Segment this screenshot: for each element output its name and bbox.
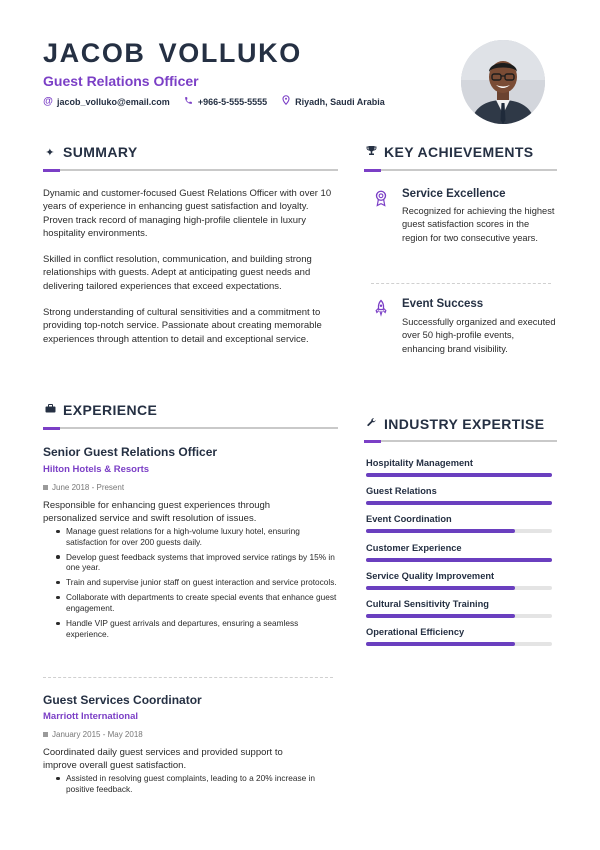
achievement-separator <box>371 283 551 284</box>
skill-bar-track <box>366 614 552 618</box>
skill-bar-track <box>366 473 552 477</box>
expertise-rule <box>364 440 557 442</box>
job-2-bullets <box>55 773 340 799</box>
list-item: Assisted in resolving guest complaints, leading to a 20% increase in positive feedback. <box>55 773 340 794</box>
skill-item <box>366 486 552 505</box>
skill-label: Hospitality Management <box>366 458 473 468</box>
job-separator <box>43 677 333 678</box>
job-2-dates-text: January 2015 - May 2018 <box>52 730 143 739</box>
achievement-1-description: Recognized for achieving the highest guest satisfaction scores in the region for two consecutive years. <box>402 206 555 243</box>
job-1-description: Responsible for enhancing guest experiences through personalized service and swift resolution of issues. <box>43 500 271 524</box>
summary-paragraph-1: Dynamic and customer-focused Guest Relations Officer with over 10 years of experience in enhancing guest satisfaction and loyalty. Proven track record of managing high-profile clientele in luxury hospitality environments. <box>43 188 332 240</box>
summary-paragraph-3: Strong understanding of cultural sensitivities and a commitment to providing top-notch service. Passionate about creating memorable experiences through attention to detail and exceptional service. <box>43 307 322 345</box>
skill-label: Cultural Sensitivity Training <box>366 599 489 609</box>
calendar-icon <box>43 485 48 490</box>
skill-bar-track <box>366 642 552 646</box>
email-text: jacob_volluko@email.com <box>57 96 170 107</box>
summary-rule <box>43 169 338 171</box>
rocket-icon <box>372 299 390 317</box>
map-pin-icon <box>281 95 291 108</box>
skill-bar-fill <box>366 586 515 590</box>
skill-bar-fill <box>366 558 552 562</box>
summary-heading <box>43 144 138 160</box>
location-text: Riyadh, Saudi Arabia <box>295 96 385 107</box>
candidate-name: JACOB VOLLUKO <box>43 38 302 68</box>
job-2-description: Coordinated daily guest services and provided support to improve overall guest satisfaction. <box>43 747 283 771</box>
contact-phone[interactable] <box>184 95 267 108</box>
list-item: Develop guest feedback systems that improved service ratings by 15% in one year. <box>55 552 340 573</box>
skill-bar-track <box>366 501 552 505</box>
award-ribbon-icon <box>372 189 390 207</box>
skill-label: Operational Efficiency <box>366 627 465 638</box>
achievements-heading-text: KEY ACHIEVEMENTS <box>384 144 534 160</box>
skill-item <box>366 514 552 533</box>
skill-item <box>366 599 552 618</box>
contact-bar <box>43 95 385 108</box>
phone-icon <box>184 96 194 108</box>
skill-bar-fill <box>366 501 552 505</box>
summary-paragraph-2: Skilled in conflict resolution, communication, and building strong relationships with guests. Adept at anticipating guest needs and delivering tailored experiences that exceed expectations. <box>43 254 312 292</box>
briefcase-icon <box>43 404 57 416</box>
job-2-dates <box>43 730 143 739</box>
skill-bar-track <box>366 558 552 562</box>
trophy-icon <box>364 145 378 159</box>
expertise-heading-text: INDUSTRY EXPERTISE <box>384 416 545 432</box>
skill-item <box>366 571 552 590</box>
skill-label: Service Quality Improvement <box>366 570 495 581</box>
list-item: Train and supervise junior staff on guest interaction and service protocols. <box>55 577 340 588</box>
skill-label: Guest Relations <box>366 486 437 497</box>
job-2-title: Guest Services Coordinator <box>43 693 202 707</box>
list-item: Manage guest relations for a high-volume luxury hotel, ensuring satisfaction for over 200 guests daily. <box>55 526 340 547</box>
candidate-role: Guest Relations Officer <box>43 73 199 89</box>
skill-bar-track <box>366 586 552 590</box>
achievement-2-title: Event Success <box>402 298 484 310</box>
experience-heading-text: EXPERIENCE <box>63 402 158 418</box>
job-1-company: Hilton Hotels & Resorts <box>43 464 150 475</box>
experience-rule <box>43 427 338 429</box>
skill-label: Customer Experience <box>366 542 462 553</box>
list-item: Handle VIP guest arrivals and departures, ensuring a seamless experience. <box>55 618 340 639</box>
skill-bar-track <box>366 529 552 533</box>
skill-item <box>366 627 552 646</box>
achievements-heading <box>364 144 534 160</box>
wrench-icon <box>364 417 378 431</box>
contact-location <box>281 95 385 108</box>
contact-email[interactable] <box>43 95 170 108</box>
achievement-2-description: Successfully organized and executed over 50 high-profile events, enhancing brand visibility. <box>402 317 556 354</box>
skill-item <box>366 458 552 477</box>
phone-text: +966-5-555-5555 <box>197 96 268 107</box>
skill-bar-fill <box>366 473 552 477</box>
profile-photo <box>461 40 545 124</box>
job-2-company: Marriott International <box>43 711 139 722</box>
summary-heading-text: SUMMARY <box>63 144 138 160</box>
experience-heading <box>43 402 157 418</box>
job-1-bullets <box>55 526 340 644</box>
achievements-rule <box>364 169 557 171</box>
job-1-dates <box>43 483 124 492</box>
calendar-icon <box>43 732 48 737</box>
skill-bar-fill <box>366 614 515 618</box>
job-1-title: Senior Guest Relations Officer <box>43 445 218 459</box>
achievement-1-title: Service Excellence <box>402 188 506 200</box>
job-1-dates-text: June 2018 - Present <box>52 483 125 492</box>
at-icon: @ <box>43 96 53 107</box>
expertise-heading <box>364 416 544 432</box>
skill-bar-fill <box>366 529 515 533</box>
sparkle-icon: ✦ <box>45 146 55 159</box>
skill-bar-fill <box>366 642 515 646</box>
list-item: Collaborate with departments to create special events that enhance guest engagement. <box>55 592 340 613</box>
skill-label: Event Coordination <box>366 514 452 525</box>
skill-item <box>366 543 552 562</box>
